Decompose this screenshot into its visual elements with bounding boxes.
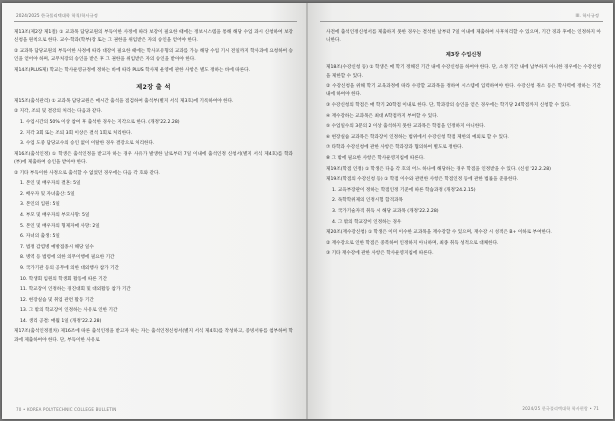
left-page [2,3,307,419]
body-paragraph: ④ 재수강하는 교과목은 최대 A학점까지 부여할 수 있다. [326,113,439,119]
body-paragraph: 6. 자녀의 출생: 5일 [20,234,60,240]
body-paragraph: 제17조(출석인정절차) 제16조에 따른 출석인정을 받고자 하는 자는 출석인정신청서(별지 서식 제4호)를 작성하고, 증빙서류를 첨부하여 학과에 제출하여야 한다. 단, 부득이한 사유로 [14,329,293,343]
body-paragraph: ② 지각, 조퇴 및 결강의 처리는 다음과 같다. [14,109,103,115]
body-paragraph: 제19조(학점 인정) ① 학생은 다음 각 호의 어느 하나에 해당하는 경우 학점을 인정받을 수 있다. (신설 '22.2.28) [326,166,551,172]
body-paragraph: 14. 생리 공결: 매월 1일 (개정'22.2.28) [20,318,102,324]
body-paragraph: 10. 학생회 임원의 학생회 활동에 따른 기간 [20,276,108,282]
body-paragraph: ③ 수강신청의 학점은 매 학기 20학점 이내로 한다. 단, 학과장의 승인을 얻은 경우에는 학기당 24학점까지 신청할 수 있다. [326,103,571,108]
body-paragraph: ⑦ 타학과 수강신청에 관한 사항은 학과장과 협의하여 별도로 정한다. [326,145,464,151]
body-paragraph: ⑥ 현장실습 교과목은 학과장이 인정하는 범위에서 수강신청 학점 제한의 예외로 할 수 있다. [326,134,509,140]
body-paragraph: 2. 독학학위제의 인정시험 합격과목 [332,198,403,204]
chapter-heading: 제2장 출 석 [136,83,171,91]
body-paragraph: ⑤ 수업일수의 3분의 2 이상 출석하지 못한 교과목은 학점을 인정하지 아니한다. [326,124,486,130]
body-paragraph: ③ 기타 재수강에 관한 사항은 학사운영지침에 따른다. [326,251,434,257]
body-paragraph: 8. 병역 등 법령에 의한 의무이행에 필요한 기간 [20,255,115,261]
left-footer: 70 • KOREA POLYTECHNIC COLLEGE BULLETIN [16,407,117,412]
body-paragraph: 2. 지각 3회 또는 조퇴 3회 이상은 결석 1회로 처리한다. [20,130,133,136]
body-paragraph: 제18조(수강신청 등) ① 학생은 매 학기 정해진 기간 내에 수강신청을 하여야 한다. 단, 소정 기간 내에 납부하지 아니한 경우에는 수강신청을 제한할 수 있다. [326,65,601,79]
body-paragraph: 9. 국가기관 등의 공무에 의한 대외행사 참가 기간 [20,265,119,271]
body-paragraph: 5. 본인 및 배우자의 형제자매 사망: 2일 [20,223,100,229]
body-paragraph: 7. 법정 감염병 예방접종시 해당 일수 [20,244,94,250]
body-paragraph: 제19조(학점의 수강신청 등) ① 학점 이수와 관련한 사항은 학점인정 등에 관한 법률을 준용한다. [326,177,519,183]
body-paragraph: 제13조(제2장 제1절) ① 교과목 담당교원의 부득이한 사정에 따라 보강이 필요한 때에는 정보시스템을 통해 해당 수업 과시 신청하여 보강 신청을 원칙으로 한다. 교수·학과(학부)장 또는 그 권한을 위임받은 자의 승인을 얻어야 한다. [14,30,293,44]
body-paragraph: ② 재수강으로 인한 학점은 중복하여 인정하지 아니하며, 최종 취득 성적으로 대체한다. [326,240,499,246]
body-paragraph: 4. 그 밖의 학교장이 인정하는 경우 [332,219,402,225]
body-paragraph: 13. 그 밖의 학교장이 인정하는 사유로 인한 기간 [20,308,118,314]
body-paragraph: 3. 본인의 입원: 5일 [20,202,60,208]
body-paragraph: ⑧ 그 밖에 필요한 사항은 학사운영지침에 따른다. [326,155,425,161]
body-paragraph: 사전에 출석인정신청서를 제출하지 못한 경우는 결석한 날부터 7일 이내에 제출하여 사후처리할 수 있으며, 기간 경과 후에는 인정하지 아니한다. [326,30,601,44]
left-page-body [14,29,293,401]
body-paragraph: 3. 수업 도중 담당교수의 승인 없이 이탈한 경우 결강으로 처리한다. [20,141,155,147]
right-page [308,3,613,419]
book-spread [2,3,613,419]
section-heading: 제3장 수업신청 [445,52,482,59]
body-paragraph: 2. 배우자 및 자녀출산: 5일 [20,191,75,197]
body-paragraph: 12. 현장실습 및 취업 관련 활동 기간 [20,297,94,303]
body-paragraph: 3. 국가기술자격 취득 시 해당 교과목 (개정'22.2.28) [332,208,439,214]
body-paragraph: 1. 수업시간의 50% 이상 참여 후 출석한 경우는 지각으로 한다. (개정'22.2.28) [20,119,180,125]
right-page-body [326,29,601,401]
body-paragraph: 1. 본인 및 배우자의 결혼: 5일 [20,181,81,187]
right-header-rule [320,21,603,22]
body-paragraph: 제15조(출석관리) ① 교과목 담당교원은 매시간 출석을 점검하여 출석부(별지 서식 제3호)에 기록하여야 한다. [14,98,234,104]
body-paragraph: 제20조(재수강신청) ① 학생은 이미 이수한 교과목을 재수강할 수 있으며, 재수강 시 성적은 B+ 이하로 부여한다. [326,230,552,236]
body-paragraph: ② 수강신청을 위해 학기 교육과정에 따라 수강할 교과목을 정하여 시스템에 입력하여야 한다. 수강신청 취소 등은 학사력에 정하는 기간 내에 하여야 한다. [326,84,601,98]
left-running-head: 2024/2025 한국폴리텍대학 학칙/학사규정 [16,13,98,18]
body-paragraph: 제14조(PLUS제) 학교는 학사운영규정에 정하는 바에 따라 PLUS 학사제 운영에 관한 사항은 별도 정하는 바에 따른다. [14,67,251,73]
body-paragraph: 제16조(출석인정) ① 학생은 출석인정을 받고자 하는 경우 사유가 발생한 날로부터 7일 이내에 출석인정 신청서(별지 서식 제4호)를 학과(부)에 제출하여 승인을 받아야 한다. [14,151,293,165]
body-paragraph: ② 기타 부득이한 사정으로 출석할 수 없었던 경우에는 다음 각 호와 같다. [14,170,160,176]
body-paragraph: 1. 교육부장관이 정하는 학점인정 기준에 따른 학습과정 (개정'24.2.15) [332,187,476,193]
body-paragraph: ② 교과목 담당교원의 부득이한 사정에 따라 대강이 필요한 때에는 학사포유형의 교과를 가능 해당 수업 기시 전일까지 학사과에 요청하여 승인을 얻어야 하며, 교무처장의 승인을 받은 후 그 권한을 위임받은 자의 승인을 받아야 한다. [14,48,293,62]
left-header-rule [14,21,297,22]
right-footer: 2024/25 한국폴리텍대학 학사편람 • 71 [522,406,599,411]
right-running-head: III. 학사규정 [575,13,599,18]
body-paragraph: 11. 학교장이 인정하는 경진대회 및 대외활동 참가 기간 [20,287,131,293]
body-paragraph: 4. 부모 및 배우자의 부모사망: 5일 [20,212,90,218]
